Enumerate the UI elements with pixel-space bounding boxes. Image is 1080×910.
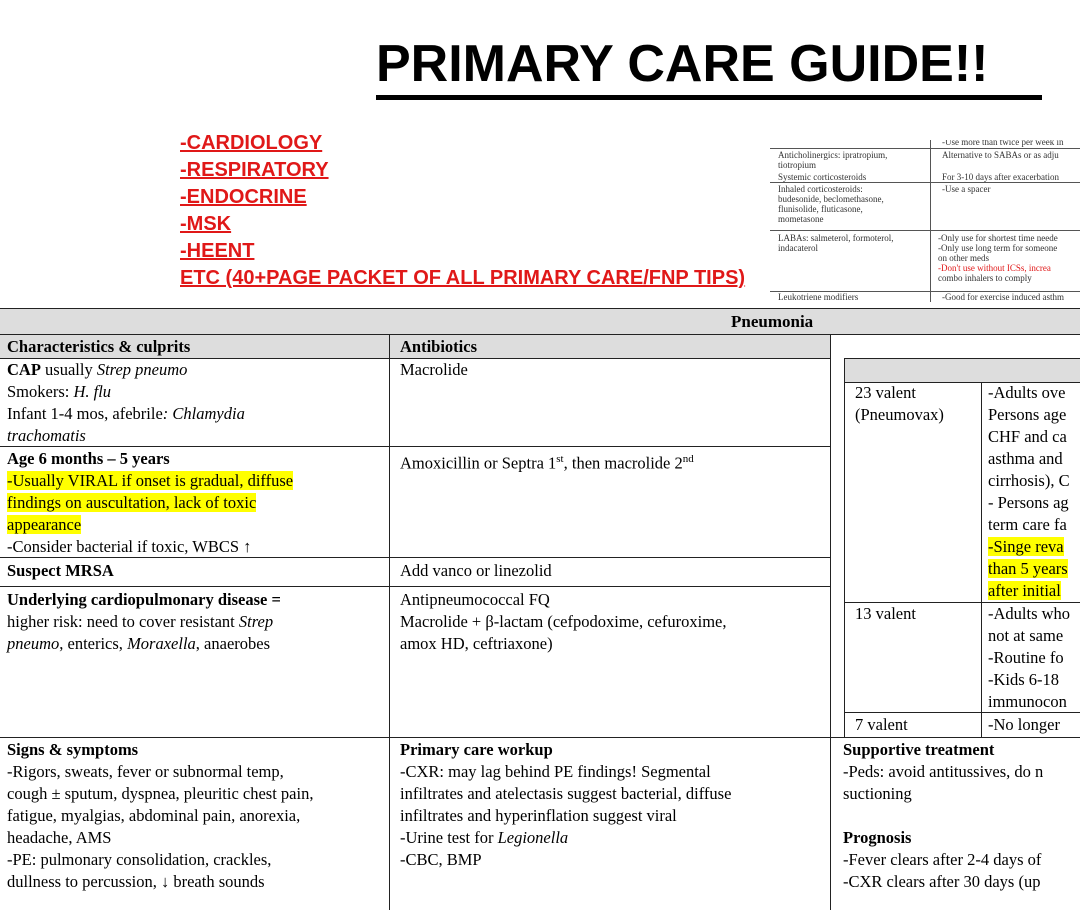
row-age-characteristics: Age 6 months – 5 years -Usually VIRAL if onset is gradual, diffuse findings on auscultation, lack of toxic appearance -Consider bacterial if toxic, WBCS ↑	[7, 449, 294, 556]
snippet-cell: For 3-10 days after exacerbation	[942, 172, 1059, 182]
table-heading: Pneumonia	[731, 312, 814, 331]
table-heading-bar	[0, 309, 1080, 334]
vaccine-header-bar	[844, 358, 1080, 382]
snippet-cell: Anticholinergics: ipratropium, tiotropium	[778, 150, 888, 170]
vaccine-description: -No longer	[988, 715, 1060, 734]
column-header-characteristics: Characteristics & culprits	[7, 337, 191, 356]
topic-item: -HEENT	[180, 240, 255, 262]
row-cardiopulmonary-antibiotics: Antipneumococcal FQ Macrolide + β-lactam (cefpodoxime, cefuroxime, amox HD, ceftriaxone)	[400, 590, 727, 653]
primary-care-workup: Primary care workup -CXR: may lag behind PE findings! Segmental infiltrates and atelectasis suggest bacterial, diffuse infiltrates and hyperinflation suggest viral -Urine test for Legionella -CBC, BMP	[400, 740, 732, 869]
supportive-treatment: Supportive treatment -Peds: avoid antitussives, do n suctioning Prognosis -Fever clears after 2-4 days of -CXR clears after 30 days (up	[843, 740, 1044, 891]
snippet-cell: Inhaled corticosteroids: budesonide, beclomethasone, flunisolide, fluticasone, mometasone	[778, 184, 884, 224]
topic-item: -RESPIRATORY	[180, 159, 329, 181]
topic-item: -MSK	[180, 213, 232, 235]
row-cap-antibiotics: Macrolide	[400, 360, 468, 379]
vaccine-description: -Adults who not at same -Routine fo -Kids 6-18 immunocon	[988, 604, 1071, 711]
topic-item: -ENDOCRINE	[180, 186, 307, 208]
vaccine-name: 13 valent	[855, 604, 916, 623]
snippet-cell: -Use more than twice per week in	[942, 140, 1064, 147]
row-age-antibiotics: Amoxicillin or Septra 1st, then macrolide 2nd	[400, 453, 694, 473]
row-cardiopulmonary-characteristics: Underlying cardiopulmonary disease = higher risk: need to cover resistant Strep pneumo, enterics, Moraxella, anaerobes	[7, 590, 281, 653]
column-header-antibiotics: Antibiotics	[400, 337, 478, 356]
snippet-cell: -Use a spacer	[942, 184, 991, 194]
snippet-cell: Systemic corticosteroids	[778, 172, 867, 182]
vaccine-name: 23 valent (Pneumovax)	[855, 383, 944, 424]
snippet-cell: LABAs: salmeterol, formoterol, indacaterol	[778, 233, 894, 253]
snippet-cell: Alternative to SABAs or as adju	[942, 150, 1059, 160]
row-cap-characteristics: CAP usually Strep pneumo Smokers: H. flu Infant 1-4 mos, afebrile: Chlamydia trachomatis	[7, 360, 245, 445]
snippet-cell: -Good for exercise induced asthm	[942, 292, 1064, 302]
snippet-cell: -Only use for shortest time neede -Only use long term for someone on other meds -Don't use without ICSs, increa combo inhalers to comply	[938, 233, 1058, 283]
row-mrsa-characteristics: Suspect MRSA	[7, 561, 114, 580]
snippet-cell: Leukotriene modifiers	[778, 292, 859, 302]
row-mrsa-antibiotics: Add vanco or linezolid	[400, 561, 552, 580]
vaccine-description: -Adults ove Persons age CHF and ca asthma and cirrhosis), C - Persons ag term care fa -Singe reva than 5 years after initial	[988, 383, 1070, 600]
vaccine-name: 7 valent	[855, 715, 908, 734]
topic-item: -CARDIOLOGY	[180, 132, 323, 154]
page-title: PRIMARY CARE GUIDE!!	[376, 35, 989, 93]
topic-item: ETC (40+PAGE PACKET OF ALL PRIMARY CARE/FNP TIPS)	[180, 267, 746, 289]
signs-symptoms: Signs & symptoms -Rigors, sweats, fever or subnormal temp, cough ± sputum, dyspnea, pleuritic chest pain, fatigue, myalgias, abdominal pain, anorexia, headache, AMS -PE: pulmonary consolidation, crackles, dullness to percussion, ↓ breath sounds	[7, 740, 314, 891]
